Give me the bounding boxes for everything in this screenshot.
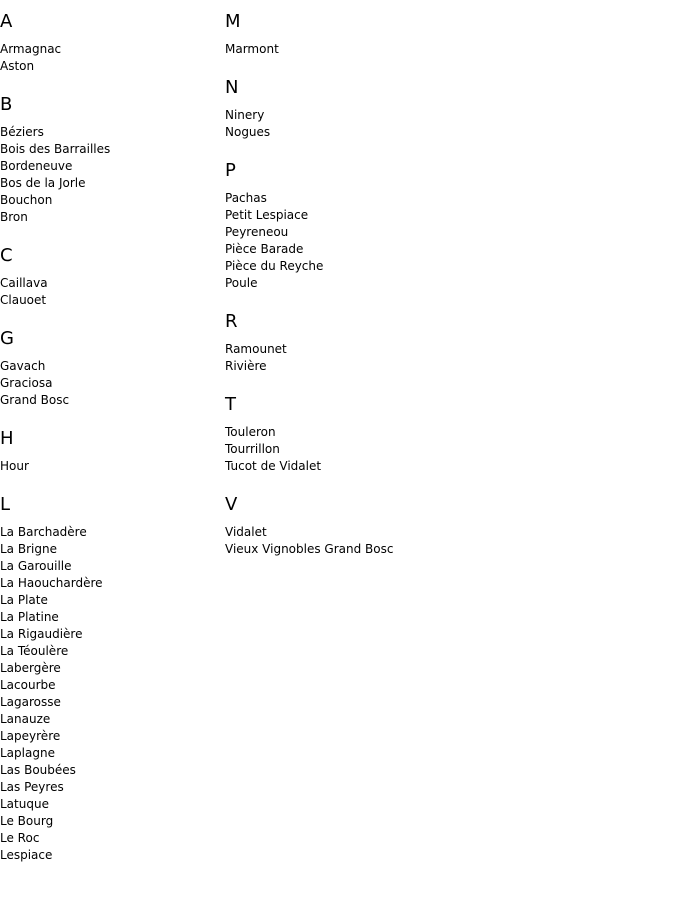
- letter-group: [225, 77, 665, 141]
- letter-heading: M: [225, 11, 241, 32]
- list-item-link[interactable]: Las Boubées: [0, 763, 76, 777]
- list-item-link[interactable]: Vidalet: [225, 525, 267, 539]
- letter-group: [0, 428, 220, 475]
- item-list: [0, 524, 220, 864]
- list-item-link[interactable]: Nogues: [225, 125, 271, 139]
- list-item-link[interactable]: Peyreneou: [225, 225, 289, 239]
- list-item-link[interactable]: La Barchadère: [0, 525, 87, 539]
- item-list: [225, 424, 665, 475]
- list-item-link[interactable]: La Plate: [0, 593, 48, 607]
- letter-heading: C: [0, 245, 13, 266]
- list-item-link[interactable]: La Rigaudière: [0, 627, 83, 641]
- list-item-link[interactable]: Marmont: [225, 42, 279, 56]
- list-item-link[interactable]: Ninery: [225, 108, 265, 122]
- list-item-link[interactable]: Tourrillon: [225, 442, 280, 456]
- list-item-link[interactable]: Pachas: [225, 191, 267, 205]
- item-list: [0, 358, 220, 409]
- list-item-link[interactable]: Rivière: [225, 359, 267, 373]
- letter-group: [0, 328, 220, 409]
- list-item-link[interactable]: Bron: [0, 210, 28, 224]
- index-column-right: [225, 0, 665, 558]
- list-item-link[interactable]: Lagarosse: [0, 695, 61, 709]
- list-item-link[interactable]: La Brigne: [0, 542, 57, 556]
- letter-group: [0, 11, 220, 75]
- letter-heading: R: [225, 311, 238, 332]
- letter-heading: H: [0, 428, 14, 449]
- list-item-link[interactable]: Lacourbe: [0, 678, 56, 692]
- list-item-link[interactable]: La Platine: [0, 610, 59, 624]
- list-item-link[interactable]: Laplagne: [0, 746, 55, 760]
- letter-group: [225, 11, 665, 58]
- letter-group: [0, 494, 220, 864]
- letter-group: [0, 94, 220, 226]
- list-item-link[interactable]: Graciosa: [0, 376, 53, 390]
- list-item-link[interactable]: Caillava: [0, 276, 48, 290]
- letter-group: [0, 245, 220, 309]
- list-item-link[interactable]: Tucot de Vidalet: [225, 459, 322, 473]
- list-item-link[interactable]: Béziers: [0, 125, 44, 139]
- list-item-link[interactable]: La Garouille: [0, 559, 72, 573]
- list-item-link[interactable]: Pièce Barade: [225, 242, 304, 256]
- letter-heading: A: [0, 11, 13, 32]
- item-list: [225, 107, 665, 141]
- list-item-link[interactable]: Labergère: [0, 661, 61, 675]
- list-item-link[interactable]: Ramounet: [225, 342, 287, 356]
- list-item-link[interactable]: Aston: [0, 59, 35, 73]
- list-item-link[interactable]: La Haouchardère: [0, 576, 103, 590]
- list-item-link[interactable]: Poule: [225, 276, 258, 290]
- item-list: [225, 190, 665, 292]
- index-column-left: [0, 0, 220, 864]
- letter-heading: T: [225, 394, 236, 415]
- list-item-link[interactable]: Armagnac: [0, 42, 62, 56]
- letter-group: [225, 160, 665, 292]
- letter-heading: V: [225, 494, 238, 515]
- list-item-link[interactable]: Bois des Barrailles: [0, 142, 111, 156]
- list-item-link[interactable]: Pièce du Reyche: [225, 259, 324, 273]
- letter-group: [225, 494, 665, 558]
- item-list: [225, 41, 665, 58]
- letter-heading: B: [0, 94, 13, 115]
- letter-heading: L: [0, 494, 11, 515]
- item-list: [225, 341, 665, 375]
- list-item-link[interactable]: Las Peyres: [0, 780, 64, 794]
- list-item-link[interactable]: Bordeneuve: [0, 159, 73, 173]
- list-item-link[interactable]: Vieux Vignobles Grand Bosc: [225, 542, 394, 556]
- letter-heading: N: [225, 77, 239, 98]
- item-list: [0, 41, 220, 75]
- list-item-link[interactable]: Gavach: [0, 359, 46, 373]
- list-item-link[interactable]: Lespiace: [0, 848, 53, 862]
- list-item-link[interactable]: La Téoulère: [0, 644, 69, 658]
- letter-group: [225, 311, 665, 375]
- letter-heading: G: [0, 328, 14, 349]
- list-item-link[interactable]: Lanauze: [0, 712, 51, 726]
- letter-group: [225, 394, 665, 475]
- list-item-link[interactable]: Petit Lespiace: [225, 208, 309, 222]
- list-item-link[interactable]: Touleron: [225, 425, 276, 439]
- list-item-link[interactable]: Grand Bosc: [0, 393, 70, 407]
- list-item-link[interactable]: Latuque: [0, 797, 49, 811]
- item-list: [0, 124, 220, 226]
- list-item-link[interactable]: Bos de la Jorle: [0, 176, 86, 190]
- list-item-link[interactable]: Hour: [0, 459, 29, 473]
- list-item-link[interactable]: Le Bourg: [0, 814, 54, 828]
- list-item-link[interactable]: Lapeyrère: [0, 729, 61, 743]
- list-item-link[interactable]: Clauoet: [0, 293, 47, 307]
- item-list: [0, 275, 220, 309]
- item-list: [225, 524, 665, 558]
- list-item-link[interactable]: Bouchon: [0, 193, 53, 207]
- letter-heading: P: [225, 160, 236, 181]
- list-item-link[interactable]: Le Roc: [0, 831, 40, 845]
- item-list: [0, 458, 220, 475]
